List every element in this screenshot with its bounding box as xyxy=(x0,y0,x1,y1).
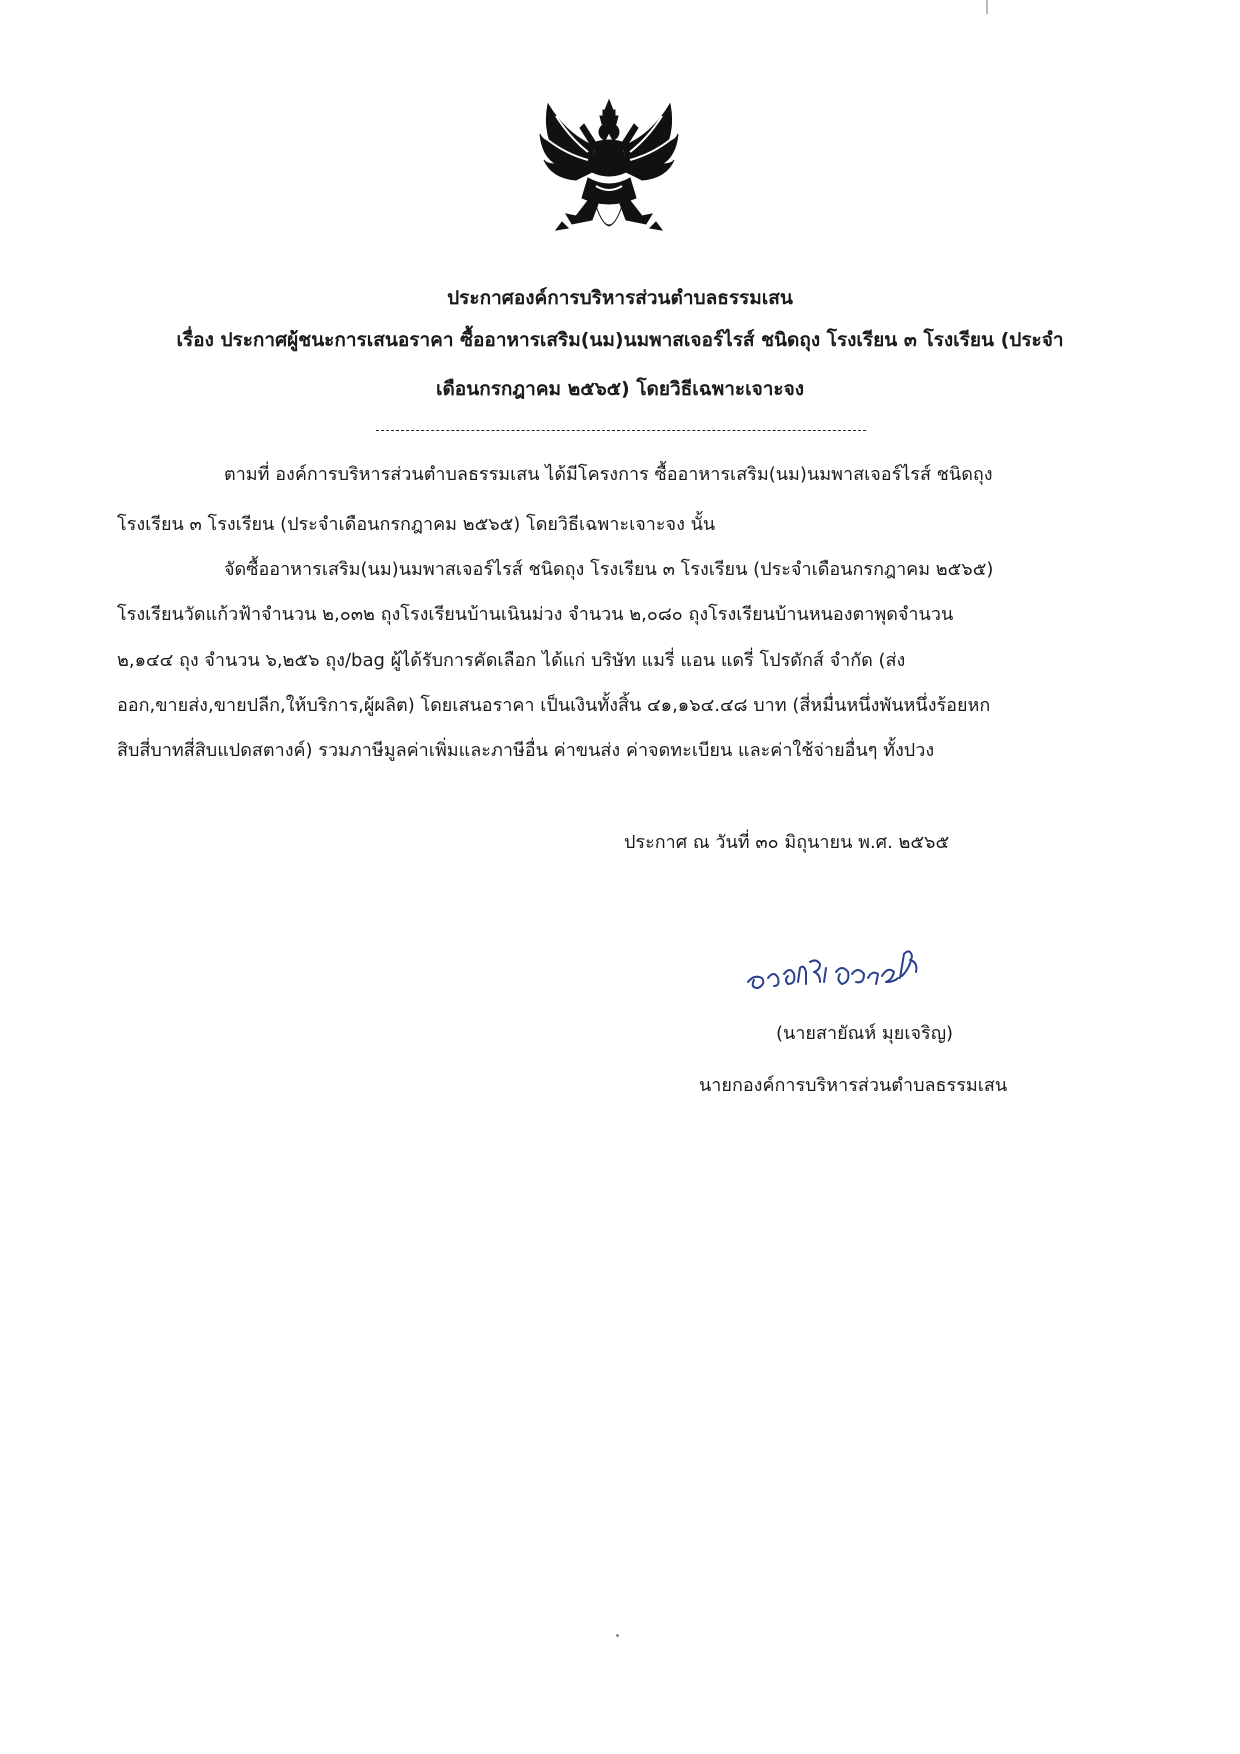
body-line: โรงเรียน ๓ โรงเรียน (ประจำเดือนกรกฎาคม ๒๕๖๕) โดยวิธีเฉพาะเจาะจง นั้น xyxy=(117,514,716,535)
announcement-subject-line1: เรื่อง ประกาศผู้ชนะการเสนอราคา ซื้ออาหารเสริม(นม)นมพาสเจอร์ไรส์ ชนิดถุง โรงเรียน ๓ โรงเรียน (ประจำ xyxy=(176,329,1064,351)
body-line: ออก,ขายส่ง,ขายปลีก,ให้บริการ,ผู้ผลิต) โดยเสนอราคา เป็นเงินทั้งสิ้น ๔๑,๑๖๔.๔๘ บาท (สี่หมื่นหนึ่งพันหนึ่งร้อยหก xyxy=(117,695,991,716)
dashed-divider xyxy=(376,430,866,431)
body-line: ๒,๑๔๔ ถุง จำนวน ๖,๒๕๖ ถุง/bag ผู้ได้รับการคัดเลือก ได้แก่ บริษัท แมรี่ แอน แดรี่ โปรดักส์ จำกัด (ส่ง xyxy=(117,650,906,671)
body-line: ตามที่ องค์การบริหารส่วนตำบลธรรมเสน ได้มีโครงการ ซื้ออาหารเสริม(นม)นมพาสเจอร์ไรส์ ชนิดถุง xyxy=(224,464,993,485)
announcement-date: ประกาศ ณ วันที่ ๓๐ มิถุนายน พ.ศ. ๒๕๖๕ xyxy=(624,832,950,853)
announcement-header-title: ประกาศองค์การบริหารส่วนตำบลธรรมเสน xyxy=(447,287,793,309)
handwritten-signature xyxy=(740,938,960,1008)
scan-mark xyxy=(986,0,988,14)
body-line: จัดซื้ออาหารเสริม(นม)นมพาสเจอร์ไรส์ ชนิดถุง โรงเรียน ๓ โรงเรียน (ประจำเดือนกรกฎาคม ๒๕๖๕) xyxy=(224,559,994,580)
body-line: สิบสี่บาทสี่สิบแปดสตางค์) รวมภาษีมูลค่าเพิ่มและภาษีอื่น ค่าขนส่ง ค่าจดทะเบียน และค่าใช้จ่ายอื่นๆ ทั้งปวง xyxy=(117,740,935,761)
scan-mark xyxy=(616,1634,619,1637)
garuda-emblem-icon xyxy=(536,94,682,250)
announcement-subject-line2: เดือนกรกฎาคม ๒๕๖๕) โดยวิธีเฉพาะเจาะจง xyxy=(435,378,805,400)
signer-title: นายกองค์การบริหารส่วนตำบลธรรมเสน xyxy=(699,1075,1008,1096)
signer-name: (นายสายัณห์ มุยเจริญ) xyxy=(776,1023,954,1044)
body-line: โรงเรียนวัดแก้วฟ้าจำนวน ๒,๐๓๒ ถุงโรงเรียนบ้านเนินม่วง จำนวน ๒,๐๘๐ ถุงโรงเรียนบ้านหนองตาพุดจำนวน xyxy=(117,604,954,625)
